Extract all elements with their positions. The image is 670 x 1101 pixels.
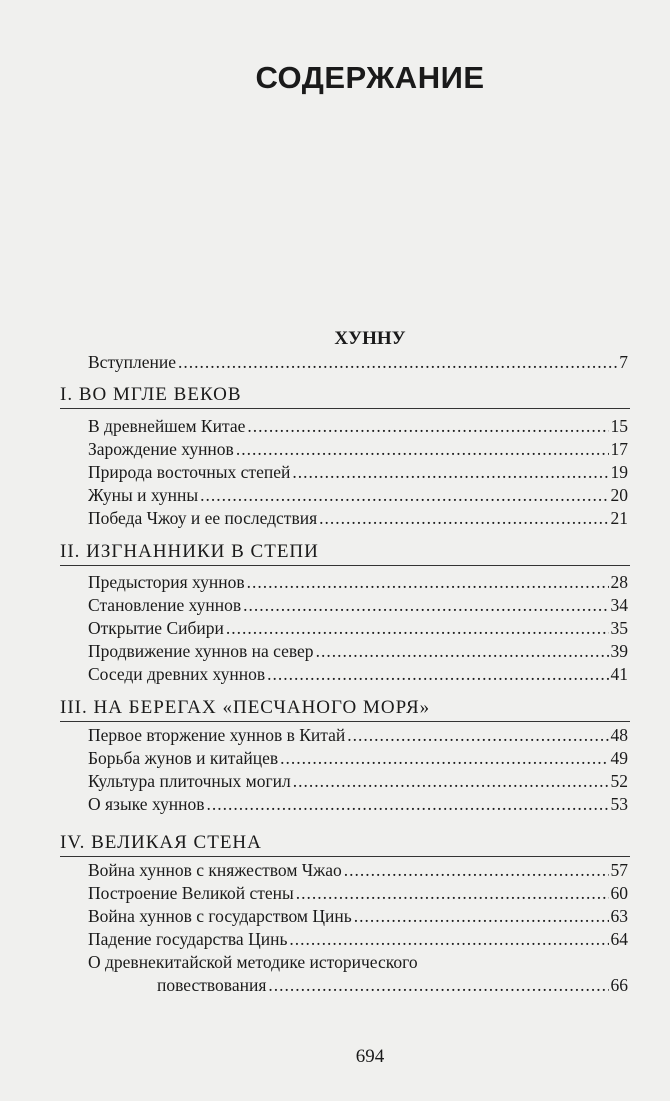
dot-leader	[268, 974, 608, 996]
entry-label: Вступление	[88, 352, 176, 372]
entry-label: Зарождение хуннов	[88, 439, 234, 459]
entry-label: Природа восточных степей	[88, 462, 291, 482]
toc-entry	[88, 507, 628, 529]
toc-entry	[88, 770, 628, 792]
entry-label: Жуны и хунны	[88, 485, 199, 505]
dot-leader	[236, 438, 609, 460]
dot-leader	[354, 905, 609, 927]
entry-label: Борьба жунов и китайцев	[88, 748, 279, 768]
entry-page: 21	[610, 508, 628, 528]
toc-entry	[88, 928, 628, 950]
toc-entry	[88, 793, 628, 815]
entry-label: Продвижение хуннов на север	[88, 641, 314, 661]
entry-page: 34	[610, 595, 628, 615]
entry-page: 41	[610, 664, 628, 684]
entry-page: 17	[610, 439, 628, 459]
toc-entry	[88, 640, 628, 662]
section-heading: IV. ВЕЛИКАЯ СТЕНА	[60, 832, 262, 853]
entry-page: 53	[610, 794, 628, 814]
dot-leader	[280, 747, 608, 769]
entry-page: 28	[610, 572, 628, 592]
dot-leader	[293, 770, 609, 792]
entry-label: Предыстория хуннов	[88, 572, 245, 592]
divider	[60, 408, 630, 409]
dot-leader	[178, 351, 617, 373]
dot-leader	[207, 793, 609, 815]
entry-label: Культура плиточных могил	[88, 771, 291, 791]
entry-page: 66	[610, 975, 628, 995]
section-heading: I. ВО МГЛЕ ВЕКОВ	[60, 384, 242, 405]
page-number: 694	[355, 1046, 385, 1067]
toc-entry	[88, 747, 628, 769]
entry-label: В древнейшем Китае	[88, 416, 246, 436]
toc-entry	[88, 484, 628, 506]
section-heading: III. НА БЕРЕГАХ «ПЕСЧАНОГО МОРЯ»	[60, 697, 431, 718]
dot-leader	[344, 859, 609, 881]
divider	[60, 856, 630, 857]
toc-entry	[88, 724, 628, 746]
entry-page: 57	[610, 860, 628, 880]
toc-entry-continuation	[157, 974, 628, 996]
toc-entry	[88, 905, 628, 927]
entry-label: Построение Великой стены	[88, 883, 294, 903]
entry-page: 48	[610, 725, 628, 745]
entry-page: 35	[610, 618, 628, 638]
dot-leader	[319, 507, 608, 529]
entry-label: О языке хуннов	[88, 794, 205, 814]
dot-leader	[247, 571, 609, 593]
toc-entry	[88, 617, 628, 639]
entry-page: 52	[610, 771, 628, 791]
dot-leader	[316, 640, 609, 662]
dot-leader	[347, 724, 608, 746]
toc-entry	[88, 594, 628, 616]
toc-entry	[88, 415, 628, 437]
toc-entry	[88, 882, 628, 904]
entry-page: 19	[610, 462, 628, 482]
dot-leader	[296, 882, 609, 904]
entry-page: 64	[610, 929, 628, 949]
entry-page: 7	[619, 352, 628, 372]
dot-leader	[292, 461, 608, 483]
toc-entry	[88, 461, 628, 483]
entry-label: Первое вторжение хуннов в Китай	[88, 725, 346, 745]
entry-page: 15	[610, 416, 628, 436]
entry-label: Соседи древних хуннов	[88, 664, 266, 684]
toc-entry	[88, 663, 628, 685]
page-title: СОДЕРЖАНИЕ	[255, 60, 485, 95]
entry-label: Открытие Сибири	[88, 618, 224, 638]
toc-entry	[88, 859, 628, 881]
section-heading: II. ИЗГНАННИКИ В СТЕПИ	[60, 541, 319, 562]
toc-entry	[88, 438, 628, 460]
divider	[60, 565, 630, 566]
entry-label: Война хуннов с княжеством Чжао	[88, 860, 342, 880]
dot-leader	[247, 415, 608, 437]
dot-leader	[289, 928, 608, 950]
toc-entry	[88, 351, 628, 373]
entry-page: 49	[610, 748, 628, 768]
entry-page: 60	[610, 883, 628, 903]
dot-leader	[243, 594, 608, 616]
dot-leader	[200, 484, 608, 506]
toc-entry	[88, 951, 628, 973]
part-title: ХУННУ	[334, 328, 406, 349]
entry-label: Победа Чжоу и ее последствия	[88, 508, 318, 528]
entry-page: 20	[610, 485, 628, 505]
entry-label: О древнекитайской методике исторического	[88, 952, 418, 972]
entry-label: Становление хуннов	[88, 595, 242, 615]
dot-leader	[267, 663, 608, 685]
entry-page: 63	[610, 906, 628, 926]
entry-page: 39	[610, 641, 628, 661]
entry-label: Падение государства Цинь	[88, 929, 288, 949]
dot-leader	[226, 617, 609, 639]
entry-label: повествования	[157, 975, 267, 995]
entry-label: Война хуннов с государством Цинь	[88, 906, 352, 926]
divider	[60, 721, 630, 722]
toc-entry	[88, 571, 628, 593]
